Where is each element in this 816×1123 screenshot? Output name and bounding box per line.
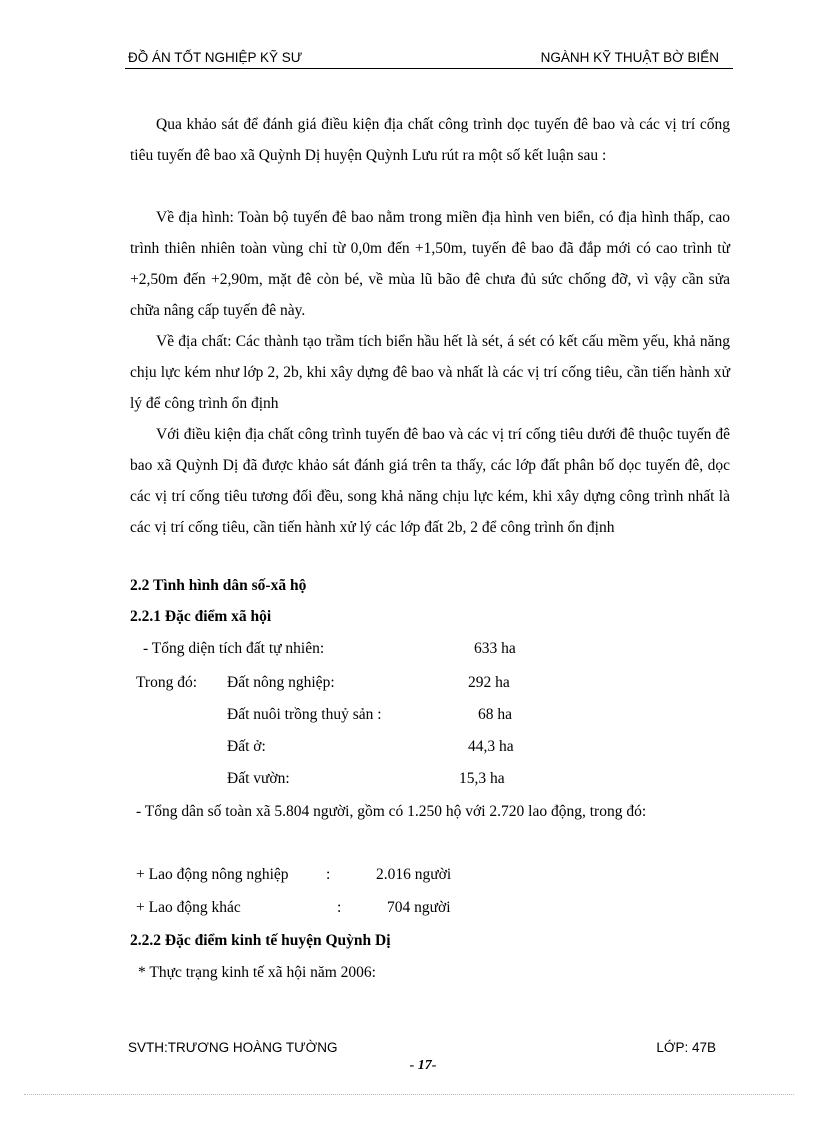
labor-colon: : — [337, 899, 342, 916]
footer-class: LỚP: 47B — [656, 1040, 716, 1055]
in-which-label: Trong đó: — [136, 674, 198, 691]
land-total-label: - Tổng diện tích đất tự nhiên: — [143, 640, 325, 657]
page-bottom-divider — [24, 1094, 794, 1095]
land-item-value: 44,3 ha — [468, 738, 514, 755]
labor-label: + Lao động nông nghiệp — [136, 866, 289, 883]
land-item-value: 15,3 ha — [459, 770, 505, 787]
land-item-label: Đất nuôi trồng thuỷ sản : — [227, 706, 382, 723]
land-item-value: 292 ha — [468, 674, 510, 691]
header-right: NGÀNH KỸ THUẬT BỜ BIỂN — [540, 50, 719, 65]
header-left: ĐỒ ÁN TỐT NGHIỆP KỸ SƯ — [128, 50, 303, 65]
footer-student: SVTH:TRƯƠNG HOÀNG TƯỜNG — [128, 1040, 338, 1055]
land-item-label: Đất nông nghiệp: — [227, 674, 335, 691]
page-header — [125, 46, 733, 69]
labor-colon: : — [326, 866, 331, 883]
land-total-value: 633 ha — [474, 640, 516, 657]
economy-note: * Thực trạng kinh tế xã hội năm 2006: — [138, 964, 376, 981]
population-line: - Tổng dân số toàn xã 5.804 người, gồm có 1.250 hộ với 2.720 lao động, trong đó: — [136, 803, 647, 820]
land-item-label: Đất vườn: — [227, 770, 290, 787]
land-item-value: 68 ha — [478, 706, 513, 723]
section-heading-2-2: 2.2 Tình hình dân số-xã hộ — [130, 577, 307, 594]
page-number: - 17- — [409, 1058, 437, 1073]
labor-label: + Lao động khác — [136, 899, 241, 916]
section-heading-2-2-1: 2.2.1 Đặc điểm xã hội — [130, 608, 272, 625]
paragraph-geology: Về địa chất: Các thành tạo trầm tích biển hầu hết là sét, á sét có kết cấu mềm yếu, khả năng chịu lực kém như lớp 2, 2b, khi xây dựng đê bao và nhất là các vị trí cống tiêu, cần tiến hành xử lý để công trình ổn định — [130, 333, 730, 412]
labor-value: 2.016 người — [376, 866, 452, 883]
section-heading-2-2-2: 2.2.2 Đặc điểm kinh tế huyện Quỳnh Dị — [130, 932, 391, 949]
paragraph-geological-conditions: Với điều kiện địa chất công trình tuyến đê bao và các vị trí cống tiêu dưới đê thuộc tuyến đê bao xã Quỳnh Dị đã được khảo sát đánh giá trên ta thấy, các lớp đất phân bố dọc tuyến đê, dọc các vị trí cống tiêu tương đối đều, song khả năng chịu lực kém, khi xây dựng công trình nhất là các vị trí cống tiêu, cần tiến hành xử lý các lớp đất 2b, 2 để công trình ổn định — [130, 426, 730, 536]
paragraph-survey-conclusion: Qua khảo sát để đánh giá điều kiện địa chất công trình dọc tuyến đê bao và các vị trí cống tiêu tuyến đê bao xã Quỳnh Dị huyện Quỳnh Lưu rút ra một số kết luận sau : — [130, 116, 730, 164]
paragraph-topography: Về địa hình: Toàn bộ tuyến đê bao nằm trong miền địa hình ven biển, có địa hình thấp, cao trình thiên nhiên toàn vùng chỉ từ 0,0m đến +1,50m, tuyến đê bao đã đắp mới có cao trình từ +2,50m đến +2,90m, mặt đê còn bé, về mùa lũ bão đê chưa đủ sức chống đỡ, vì vậy cần sửa chữa nâng cấp tuyến đê này. — [130, 209, 730, 319]
land-item-label: Đất ở: — [227, 738, 266, 755]
labor-value: 704 người — [387, 899, 451, 916]
